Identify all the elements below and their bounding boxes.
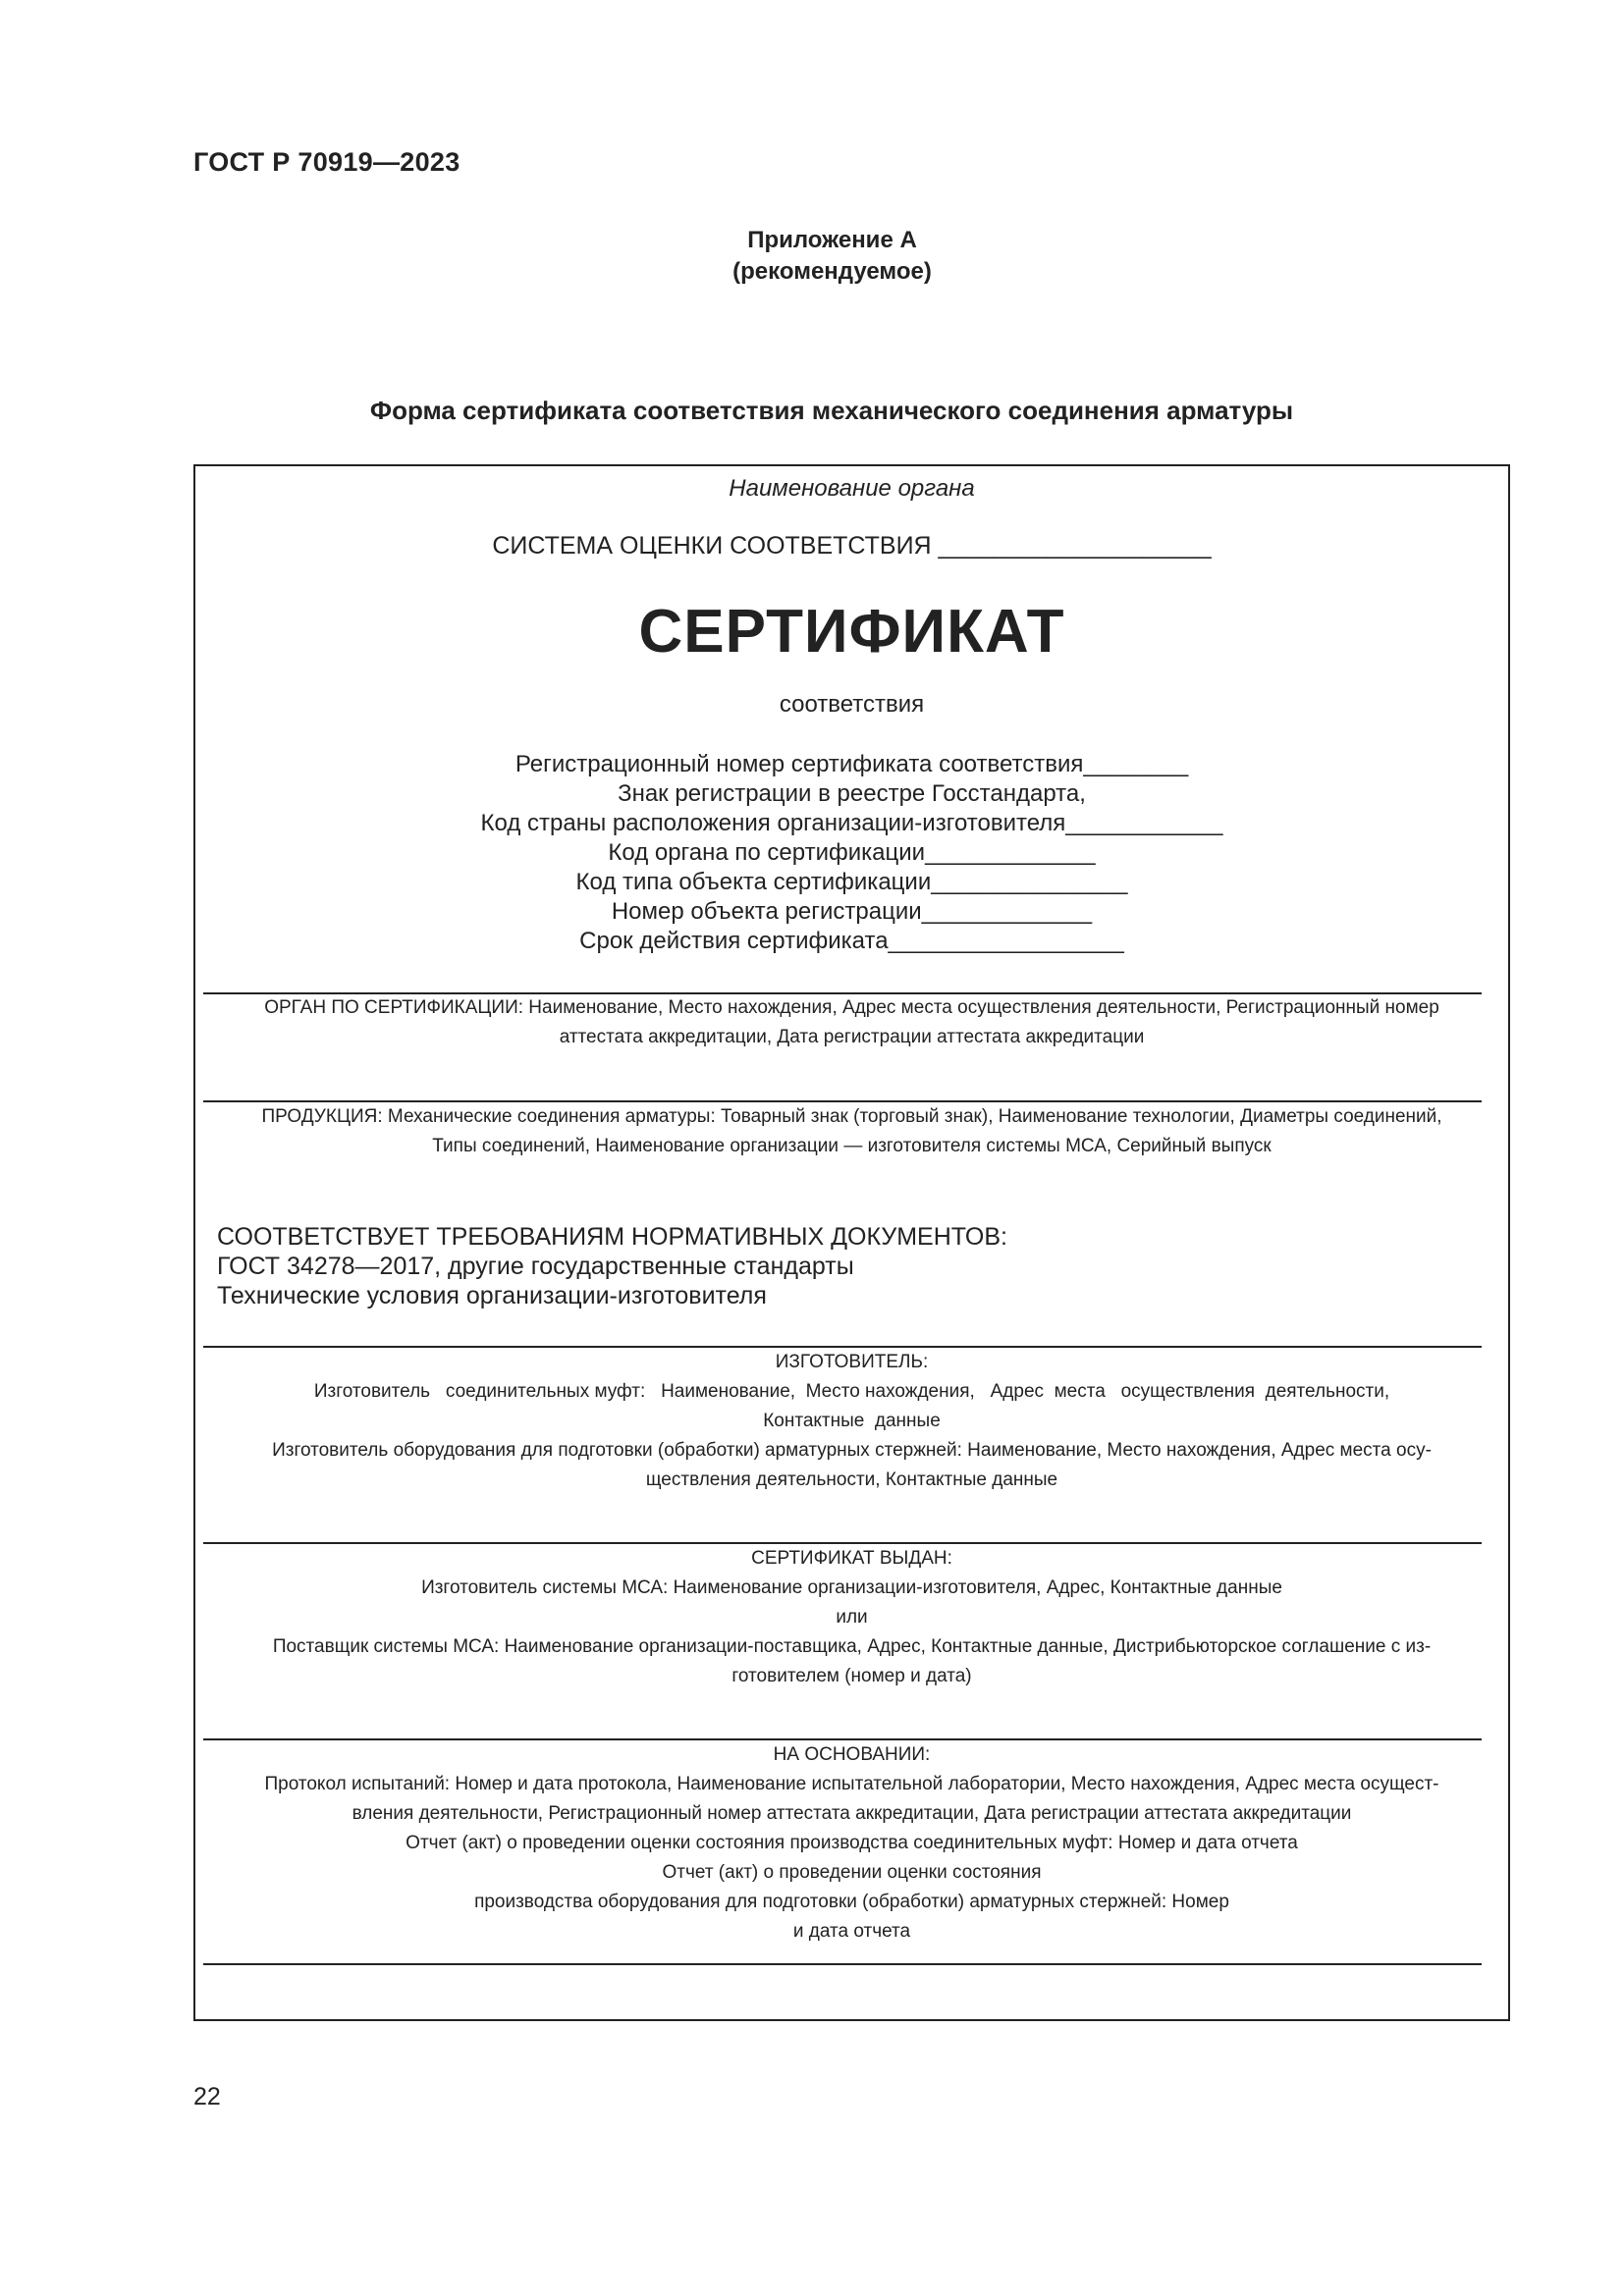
section-heading: СЕРТИФИКАТ ВЫДАН:	[751, 1548, 952, 1569]
conformity-line: ГОСТ 34278—2017, другие государственные стандарты	[217, 1253, 854, 1280]
field-country-code: Код страны расположения организации-изготовителя____________	[480, 810, 1223, 836]
issued-to-section	[193, 1544, 1510, 1691]
registration-fields	[193, 750, 1510, 956]
section-line: Контактные данные	[763, 1411, 941, 1431]
divider	[203, 1963, 1482, 1965]
basis-section	[193, 1740, 1510, 1947]
section-line: Отчет (акт) о проведении оценки состояния	[662, 1862, 1042, 1883]
document-code: ГОСТ Р 70919—2023	[193, 147, 460, 177]
section-line: аттестата аккредитации, Дата регистрации аттестата аккредитации	[559, 1027, 1145, 1047]
section-line: вления деятельности, Регистрационный номер аттестата аккредитации, Дата регистрации аттестата аккредитации	[352, 1803, 1352, 1824]
section-line: ществления деятельности, Контактные данные	[645, 1469, 1058, 1490]
section-line: Типы соединений, Наименование организации — изготовителя системы МСА, Серийный выпуск	[432, 1136, 1272, 1156]
section-line: ОРГАН ПО СЕРТИФИКАЦИИ: Наименование, Место нахождения, Адрес места осуществления деятельности, Регистрационный номер	[264, 997, 1439, 1018]
field-body-code: Код органа по сертификации_____________	[608, 839, 1096, 866]
section-line: Протокол испытаний: Номер и дата протокола, Наименование испытательной лаборатории, Место нахождения, Адрес места осущест-	[264, 1774, 1439, 1794]
section-line: Поставщик системы МСА: Наименование организации-поставщика, Адрес, Контактные данные, Дистрибьюторское соглашение с из-	[272, 1636, 1432, 1657]
field-object-number: Номер объекта регистрации_____________	[611, 898, 1093, 925]
certificate-subtitle: соответствия	[779, 691, 925, 718]
conformity-line: Технические условия организации-изготовителя	[217, 1282, 767, 1309]
certificate-title: СЕРТИФИКАТ	[638, 598, 1065, 666]
section-line: Изготовитель соединительных муфт: Наименование, Место нахождения, Адрес места осуществления деятельности,	[313, 1381, 1390, 1402]
field-registration-number: Регистрационный номер сертификата соответствия________	[514, 751, 1189, 777]
conformity-heading: СООТВЕТСТВУЕТ ТРЕБОВАНИЯМ НОРМАТИВНЫХ ДОКУМЕНТОВ:	[217, 1223, 1007, 1251]
field-object-type-code: Код типа объекта сертификации_______________	[575, 869, 1128, 895]
field-registry-mark: Знак регистрации в реестре Госстандарта,	[618, 780, 1086, 807]
section-line: и дата отчета	[792, 1921, 911, 1942]
annex-title: Приложение А	[747, 227, 917, 253]
certification-body-section	[193, 993, 1510, 1052]
annex-status: (рекомендуемое)	[732, 258, 932, 285]
section-line: ПРОДУКЦИЯ: Механические соединения арматуры: Товарный знак (торговый знак), Наименование технологии, Диаметры соединений,	[261, 1106, 1442, 1127]
products-section	[193, 1102, 1510, 1161]
section-line: Изготовитель системы МСА: Наименование организации-изготовителя, Адрес, Контактные данные	[421, 1577, 1282, 1598]
conformity-section	[217, 1222, 1007, 1310]
assessment-system-line: СИСТЕМА ОЦЕНКИ СООТВЕТСТВИЯ ____________________	[492, 532, 1212, 560]
annex-heading	[0, 225, 1624, 288]
page-number: 22	[193, 2083, 221, 2110]
section-line: Изготовитель оборудования для подготовки (обработки) арматурных стержней: Наименование, Место нахождения, Адрес места осу-	[272, 1440, 1432, 1461]
field-validity-period: Срок действия сертификата__________________	[579, 928, 1124, 954]
section-heading: ИЗГОТОВИТЕЛЬ:	[775, 1352, 929, 1372]
section-line: или	[836, 1607, 868, 1628]
manufacturer-section	[193, 1348, 1510, 1495]
section-line: производства оборудования для подготовки (обработки) арматурных стержней: Номер	[474, 1892, 1229, 1912]
form-title: Форма сертификата соответствия механического соединения арматуры	[369, 396, 1294, 425]
authority-placeholder: Наименование органа	[729, 475, 975, 502]
section-heading: НА ОСНОВАНИИ:	[773, 1744, 931, 1765]
section-line: готовителем (номер и дата)	[731, 1666, 972, 1686]
section-line: Отчет (акт) о проведении оценки состояния производства соединительных муфт: Номер и дата отчета	[406, 1833, 1298, 1853]
